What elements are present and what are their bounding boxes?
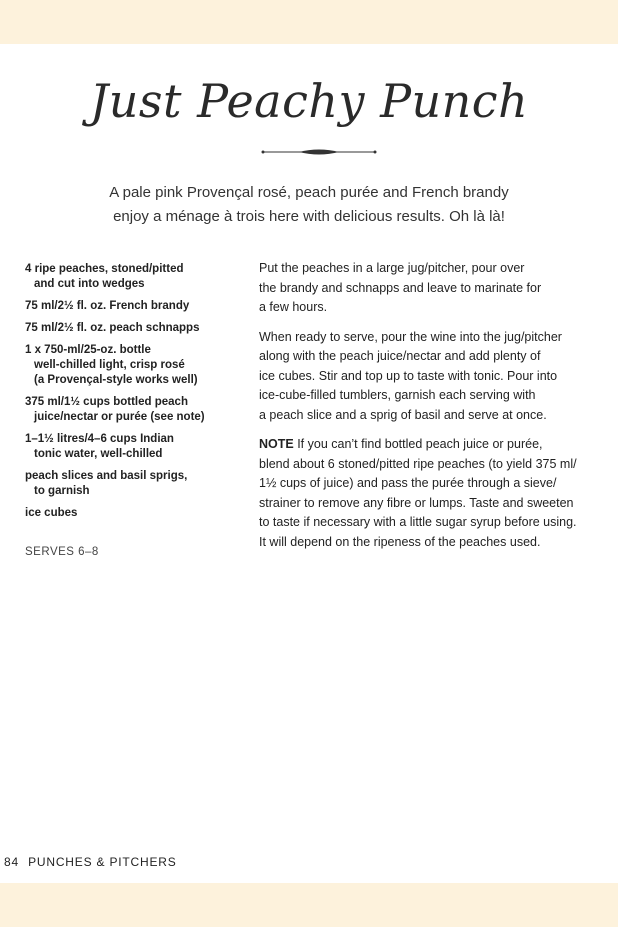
title-flourish-icon — [259, 146, 379, 158]
page-number: 84 — [4, 855, 19, 869]
serves-count: SERVES 6–8 — [25, 546, 99, 558]
note-label: NOTE — [259, 437, 294, 451]
ingredient-item: 75 ml/2½ fl. oz. peach schnapps — [25, 322, 200, 334]
method-note — [259, 435, 615, 552]
ingredient-item: 1–1½ litres/4–6 cups Indian tonic water, well-chilled — [25, 433, 174, 460]
ingredient-item: peach slices and basil sprigs, to garnish — [25, 470, 188, 497]
ingredient-list — [25, 262, 240, 528]
ingredient-item: 1 x 750-ml/25-oz. bottle well-chilled light, crisp rosé (a Provençal-style works well) — [25, 344, 198, 386]
bottom-band — [0, 883, 618, 927]
method-step-1: Put the peaches in a large jug/pitcher, pour over the brandy and schnapps and leave to marinate for a few hours. — [259, 261, 542, 314]
top-band — [0, 0, 618, 44]
method-step-2: When ready to serve, pour the wine into the jug/pitcher along with the peach juice/nectar and add plenty of ice cubes. Stir and top up to taste with tonic. Pour into ice-cube-filled tumblers, garnish each serving with a peach slice and a sprig of basil and serve at once. — [259, 329, 562, 422]
recipe-intro: A pale pink Provençal rosé, peach purée and French brandy enjoy a ménage à trois here with delicious results. Oh là là! — [109, 184, 509, 225]
ingredient-item: 75 ml/2½ fl. oz. French brandy — [25, 300, 190, 312]
ingredient-item: 375 ml/1½ cups bottled peach juice/nectar or purée (see note) — [25, 396, 205, 423]
method-section — [259, 259, 615, 562]
page-footer — [4, 855, 177, 869]
ingredient-item: ice cubes — [25, 507, 78, 519]
ingredient-item: 4 ripe peaches, stoned/pitted and cut into wedges — [25, 263, 184, 290]
recipe-title: Just Peachy Punch — [89, 74, 529, 128]
note-text: If you can’t find bottled peach juice or purée, blend about 6 stoned/pitted ripe peaches (to yield 375 ml/ 1½ cups of juice) and pass the purée through a sieve/ strainer to remove any fibre or lumps. Taste and sweeten to taste if necessary with a little sugar syrup before using. It will depend on the ripeness of the peaches used. — [259, 437, 577, 549]
section-title: PUNCHES & PITCHERS — [28, 855, 177, 869]
